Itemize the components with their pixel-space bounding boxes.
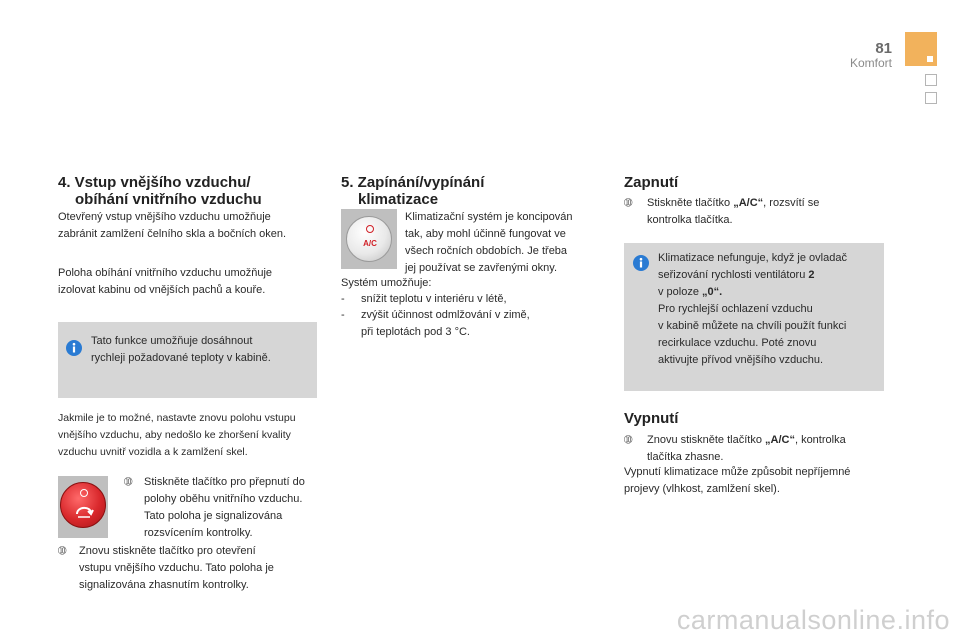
chapter-tab bbox=[905, 32, 937, 66]
col2-intro: Systém umožňuje: bbox=[341, 277, 432, 289]
recirculation-button bbox=[60, 482, 106, 528]
recirculation-button-image bbox=[58, 476, 108, 538]
watermark: carmanualsonline.info bbox=[676, 605, 950, 635]
bullet-arrow-icon: ➉ bbox=[624, 198, 633, 209]
col2-list-item: - snížit teplotu v interiéru v létě, bbox=[341, 293, 507, 305]
bullet-arrow-icon: ➉ bbox=[624, 435, 633, 446]
col2-list-item: - zvýšit účinnost odmlžování v zimě, při teplotách pod 3 °C. bbox=[341, 309, 530, 338]
col1-paragraph-2: Poloha obíhání vnitřního vzduchu umožňuje izolovat kabinu od vnějších pachů a kouře. bbox=[58, 267, 273, 296]
section-5-title: 5. Zapínání/vypínání klimatizace bbox=[341, 174, 485, 208]
tab-square-icon bbox=[927, 56, 933, 62]
col2-paragraph-1: Klimatizační systém je koncipován tak, aby mohl účinně fungovat ve všech ročních obdobích. Je třeba jej používat se zavřenými okny. bbox=[405, 211, 573, 274]
bullet-arrow-icon: ➉ bbox=[58, 546, 67, 557]
info-icon bbox=[66, 340, 82, 356]
page-number: 81 bbox=[875, 40, 892, 57]
info-box-ac: Klimatizace nefunguje, když je ovladač seřizování rychlosti ventilátoru 2 v poloze „0“. Pro rychlejší ochlazení vzduchu v kabině můžete na chvíli použít funkci recirkulace vzduchu. Poté znovu aktivujte přívod vnějšího vzduchu. bbox=[624, 243, 884, 391]
col1-paragraph-1: Otevřený vstup vnějšího vzduchu umožňuje zabránit zamlžení čelního skla a bočních oken. bbox=[58, 211, 287, 240]
indicator-lamp-icon bbox=[80, 489, 88, 497]
bullet-recirculation-off: ➉ Znovu stiskněte tlačítko pro otevření vstupu vnějšího vzduchu. Tato poloha je signalizována zhasnutím kontrolky. bbox=[58, 545, 274, 591]
bullet-ac-off: ➉ Znovu stiskněte tlačítko „A/C“, kontrolka tlačítka zhasne. bbox=[624, 434, 846, 463]
title-switch-off: Vypnutí bbox=[624, 410, 679, 427]
info-icon bbox=[633, 255, 649, 271]
info-text-line: Tato funkce umožňuje dosáhnout bbox=[91, 335, 253, 347]
col3-off-paragraph: Vypnutí klimatizace může způsobit nepříjemné projevy (vlhkost, zamlžení skel). bbox=[624, 466, 851, 495]
info-text-line: rychleji požadované teploty v kabině. bbox=[91, 352, 271, 364]
section-4-title: 4. Vstup vnějšího vzduchu/ obíhání vnitřního vzduchu bbox=[58, 174, 262, 208]
bullet-recirculation-on: ➉ Stiskněte tlačítko pro přepnutí do polohy oběhu vnitřního vzduchu. Tato poloha je signalizována rozsvícením kontrolky. bbox=[124, 476, 305, 539]
recirculation-icon bbox=[73, 500, 95, 522]
section-name: Komfort bbox=[849, 56, 892, 70]
bullet-ac-on: ➉ Stiskněte tlačítko „A/C“, rozsvítí se kontrolka tlačítka. bbox=[624, 197, 820, 226]
col1-paragraph-3: Jakmile je to možné, nastavte znovu polohu vstupu vnějšího vzduchu, aby nedošlo ke zhoršení kvality vzduchu uvnitř vozidla a k zamlžení skel. bbox=[58, 412, 296, 458]
ac-button-image bbox=[341, 209, 397, 269]
indicator-lamp-icon bbox=[366, 225, 374, 233]
ac-button-label: A/C bbox=[363, 239, 377, 248]
empty-box-icon bbox=[925, 74, 937, 86]
info-box-recirculation bbox=[58, 322, 317, 398]
ac-button bbox=[346, 216, 392, 262]
title-switch-on: Zapnutí bbox=[624, 174, 679, 191]
bullet-arrow-icon: ➉ bbox=[124, 477, 133, 488]
empty-box-icon bbox=[925, 92, 937, 104]
